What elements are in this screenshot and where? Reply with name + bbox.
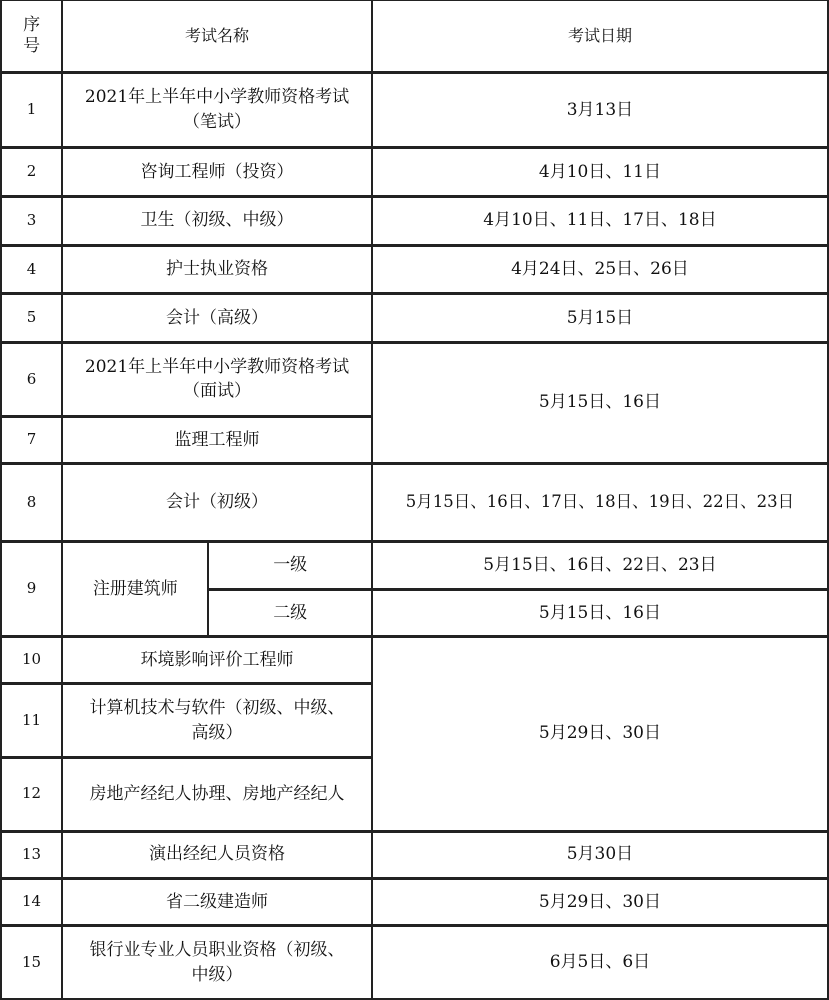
row-seq: 13 <box>0 832 62 879</box>
exam-level: 二级 <box>208 590 371 637</box>
row-seq: 10 <box>0 637 62 684</box>
exam-date: 5月15日、16日、17日、18日、19日、22日、23日 <box>372 464 829 543</box>
exam-date: 5月15日、16日、22日、23日 <box>372 542 829 589</box>
exam-name: 护士执业资格 <box>62 246 372 294</box>
exam-date: 5月15日 <box>372 294 829 342</box>
exam-name: 监理工程师 <box>62 417 372 463</box>
exam-date: 5月30日 <box>372 832 829 879</box>
table-row <box>0 926 829 1000</box>
exam-date: 4月10日、11日、17日、18日 <box>372 197 829 246</box>
row-seq: 4 <box>0 246 62 294</box>
exam-date: 5月29日、30日 <box>372 637 829 832</box>
exam-name: 卫生（初级、中级） <box>62 197 372 246</box>
exam-date: 3月13日 <box>372 73 829 149</box>
row-seq: 8 <box>0 464 62 543</box>
table-row <box>0 246 829 294</box>
exam-name: 计算机技术与软件（初级、中级、高级） <box>62 684 372 758</box>
header-row <box>0 0 829 73</box>
exam-date: 4月10日、11日 <box>372 148 829 196</box>
row-seq: 11 <box>0 684 62 758</box>
exam-name: 房地产经纪人协理、房地产经纪人 <box>62 758 372 832</box>
row-seq: 6 <box>0 343 62 418</box>
row-seq: 12 <box>0 758 62 832</box>
header-exam-name: 考试名称 <box>62 0 372 73</box>
exam-date: 5月15日、16日 <box>372 590 829 637</box>
exam-name: 演出经纪人员资格 <box>62 832 372 879</box>
table-row <box>0 343 829 418</box>
table-row <box>0 832 829 879</box>
row-seq: 9 <box>0 542 62 637</box>
table-row <box>0 148 829 196</box>
row-seq: 15 <box>0 926 62 1000</box>
row-seq: 3 <box>0 197 62 246</box>
table-row <box>0 73 829 149</box>
row-seq: 7 <box>0 417 62 463</box>
exam-date: 4月24日、25日、26日 <box>372 246 829 294</box>
exam-name: 会计（高级） <box>62 294 372 342</box>
exam-name: 会计（初级） <box>62 464 372 543</box>
exam-date: 6月5日、6日 <box>372 926 829 1000</box>
exam-name: 银行业专业人员职业资格（初级、中级） <box>62 926 372 1000</box>
exam-name: 注册建筑师 <box>62 542 208 637</box>
table-row <box>0 637 829 684</box>
row-seq: 14 <box>0 879 62 926</box>
exam-name: 省二级建造师 <box>62 879 372 926</box>
exam-date: 5月15日、16日 <box>372 343 829 464</box>
exam-name: 2021年上半年中小学教师资格考试（笔试） <box>62 73 372 149</box>
table-row <box>0 464 829 543</box>
exam-name: 咨询工程师（投资） <box>62 148 372 196</box>
table-row <box>0 542 829 589</box>
table-row <box>0 294 829 342</box>
header-exam-date: 考试日期 <box>372 0 829 73</box>
exam-level: 一级 <box>208 542 371 589</box>
row-seq: 2 <box>0 148 62 196</box>
table-row <box>0 197 829 246</box>
exam-name: 2021年上半年中小学教师资格考试（面试） <box>62 343 372 418</box>
header-seq: 序号 <box>0 0 62 73</box>
exam-name: 环境影响评价工程师 <box>62 637 372 684</box>
row-seq: 1 <box>0 73 62 149</box>
table-row <box>0 879 829 926</box>
row-seq: 5 <box>0 294 62 342</box>
exam-date: 5月29日、30日 <box>372 879 829 926</box>
